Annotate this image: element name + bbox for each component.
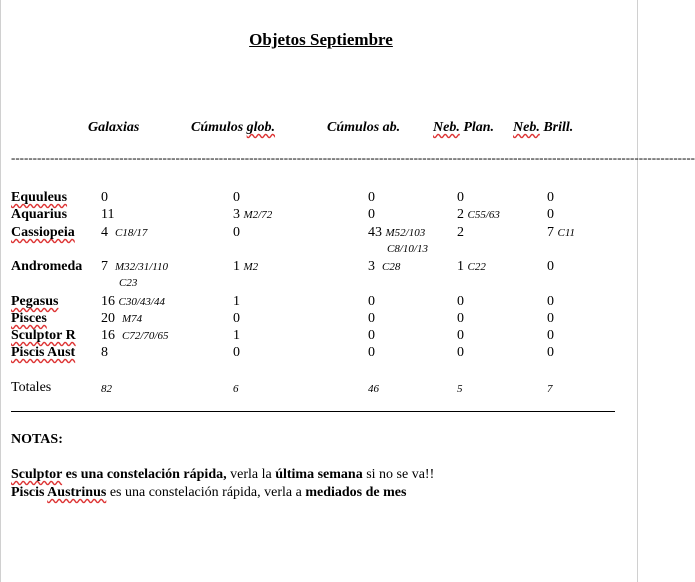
cell-plan: 0 <box>457 345 464 360</box>
cell-plan-count: 2 <box>457 207 464 222</box>
cell-glob <box>233 259 258 275</box>
cell-ab-catalog-line2: C8/10/13 <box>387 243 428 255</box>
note-piscis <box>11 485 406 501</box>
cell-galaxias: 0 <box>101 190 108 205</box>
cell-galaxias <box>101 328 168 344</box>
cell-plan: 0 <box>457 294 464 309</box>
total-galaxias: 82 <box>101 383 112 395</box>
note-sculptor <box>11 467 434 483</box>
row-name-equuleus: Equuleus <box>11 190 68 205</box>
row-name-pisces: Pisces <box>11 311 47 326</box>
note-piscis-when: mediados de mes <box>305 485 407 500</box>
header-cumulos-glob-word: glob. <box>246 120 276 135</box>
row-name-aquarius: Aquarius <box>11 207 68 222</box>
cell-brill-catalog: C11 <box>557 227 576 239</box>
note-sculptor-end: si no se va!! <box>362 467 435 482</box>
note-sculptor-when: última semana <box>275 467 363 482</box>
page-title: Objetos Septiembre <box>249 30 393 49</box>
cell-glob: 0 <box>233 225 240 240</box>
cell-glob-catalog: M2/72 <box>243 209 273 221</box>
cell-brill: 0 <box>547 311 554 326</box>
cell-galaxias-count: 20 <box>101 311 115 326</box>
cell-glob: 0 <box>233 345 240 360</box>
cell-brill <box>547 225 575 241</box>
cell-ab: 0 <box>368 294 375 309</box>
cell-brill: 0 <box>547 207 554 222</box>
cell-ab: 0 <box>368 328 375 343</box>
cell-ab-catalog: C28 <box>382 261 401 273</box>
cell-galaxias-count: 4 <box>101 225 108 240</box>
note-sculptor-name: Sculptor <box>11 467 63 482</box>
cell-galaxias-catalog: C72/70/65 <box>122 330 169 342</box>
cell-plan-catalog: C22 <box>467 261 486 273</box>
header-cumulos-glob <box>191 120 275 136</box>
row-name-sculptor-text: Sculptor R <box>11 328 76 343</box>
cell-galaxias-catalog: C30/43/44 <box>118 296 165 308</box>
cell-plan <box>457 207 500 223</box>
row-name-sculptor <box>11 328 76 344</box>
cell-galaxias-count: 16 <box>101 328 115 343</box>
cell-galaxias: 11 <box>101 207 115 222</box>
horizontal-rule <box>11 411 615 412</box>
cell-glob-count: 1 <box>233 259 240 274</box>
cell-plan-count: 1 <box>457 259 464 274</box>
cell-ab-catalog: M52/103 <box>385 227 426 239</box>
cell-galaxias-catalog: C18/17 <box>115 227 148 239</box>
header-neb-plan-rest: Plan. <box>459 120 495 135</box>
cell-plan: 0 <box>457 190 464 205</box>
note-piscis-name2: Austrinus <box>47 485 107 500</box>
cell-galaxias-catalog-line2: C23 <box>119 277 138 289</box>
cell-ab: 0 <box>368 190 375 205</box>
cell-ab: 0 <box>368 345 375 360</box>
cell-ab-count: 43 <box>368 225 382 240</box>
cell-galaxias-count: 16 <box>101 294 115 309</box>
cell-plan-catalog: C55/63 <box>467 209 500 221</box>
cell-brill: 0 <box>547 345 554 360</box>
cell-galaxias-catalog: M74 <box>122 313 143 325</box>
header-neb-brill-word: Neb. <box>513 120 540 135</box>
cell-brill: 0 <box>547 328 554 343</box>
row-name-pegasus: Pegasus <box>11 294 59 309</box>
cell-glob: 1 <box>233 328 240 343</box>
cell-ab: 0 <box>368 311 375 326</box>
cell-glob: 1 <box>233 294 240 309</box>
total-brill: 7 <box>547 383 553 395</box>
cell-glob-count: 3 <box>233 207 240 222</box>
cell-galaxias <box>101 259 168 275</box>
row-name-piscis-aust: Piscis Aust <box>11 345 76 360</box>
cell-ab-count: 3 <box>368 259 375 274</box>
cell-brill: 0 <box>547 259 554 274</box>
cell-galaxias-catalog: M32/31/110 <box>115 261 168 273</box>
cell-brill: 0 <box>547 294 554 309</box>
totals-label: Totales <box>11 380 52 395</box>
cell-galaxias: 8 <box>101 345 108 360</box>
cell-plan: 0 <box>457 311 464 326</box>
cell-glob-catalog: M2 <box>243 261 259 273</box>
header-cumulos-glob-prefix: Cúmulos <box>191 120 247 135</box>
cell-glob <box>233 207 272 223</box>
dashed-separator: -------------------------------------------------------------------------------------------------------------------------------------------------------------- <box>11 150 695 165</box>
cell-ab: 0 <box>368 207 375 222</box>
row-name-cassiopeia: Cassiopeia <box>11 225 75 240</box>
cell-galaxias-count: 7 <box>101 259 108 274</box>
cell-glob: 0 <box>233 311 240 326</box>
row-name-andromeda: Andromeda <box>11 259 83 274</box>
cell-plan <box>457 259 486 275</box>
cell-galaxias <box>101 311 142 327</box>
header-neb-plan <box>433 120 494 136</box>
header-galaxias: Galaxias <box>88 120 140 135</box>
cell-glob: 0 <box>233 190 240 205</box>
header-cumulos-ab: Cúmulos ab. <box>327 120 401 135</box>
cell-ab <box>368 259 400 275</box>
cell-brill-count: 7 <box>547 225 554 240</box>
cell-brill: 0 <box>547 190 554 205</box>
cell-plan: 0 <box>457 328 464 343</box>
note-piscis-text: es una constelación rápida, verla a <box>106 485 306 500</box>
note-sculptor-bold: es una constelación rápida, <box>62 467 227 482</box>
header-neb-plan-word: Neb. <box>433 120 460 135</box>
cell-ab <box>368 225 425 241</box>
cell-galaxias <box>101 294 165 310</box>
header-neb-brill <box>513 120 573 136</box>
note-piscis-name1: Piscis <box>11 485 48 500</box>
note-sculptor-text: verla la <box>226 467 276 482</box>
total-ab: 46 <box>368 383 379 395</box>
cell-galaxias <box>101 225 147 241</box>
total-plan: 5 <box>457 383 463 395</box>
header-neb-brill-rest: Brill. <box>539 120 574 135</box>
total-glob: 6 <box>233 383 239 395</box>
notes-heading: NOTAS: <box>11 432 63 447</box>
cell-plan: 2 <box>457 225 464 240</box>
